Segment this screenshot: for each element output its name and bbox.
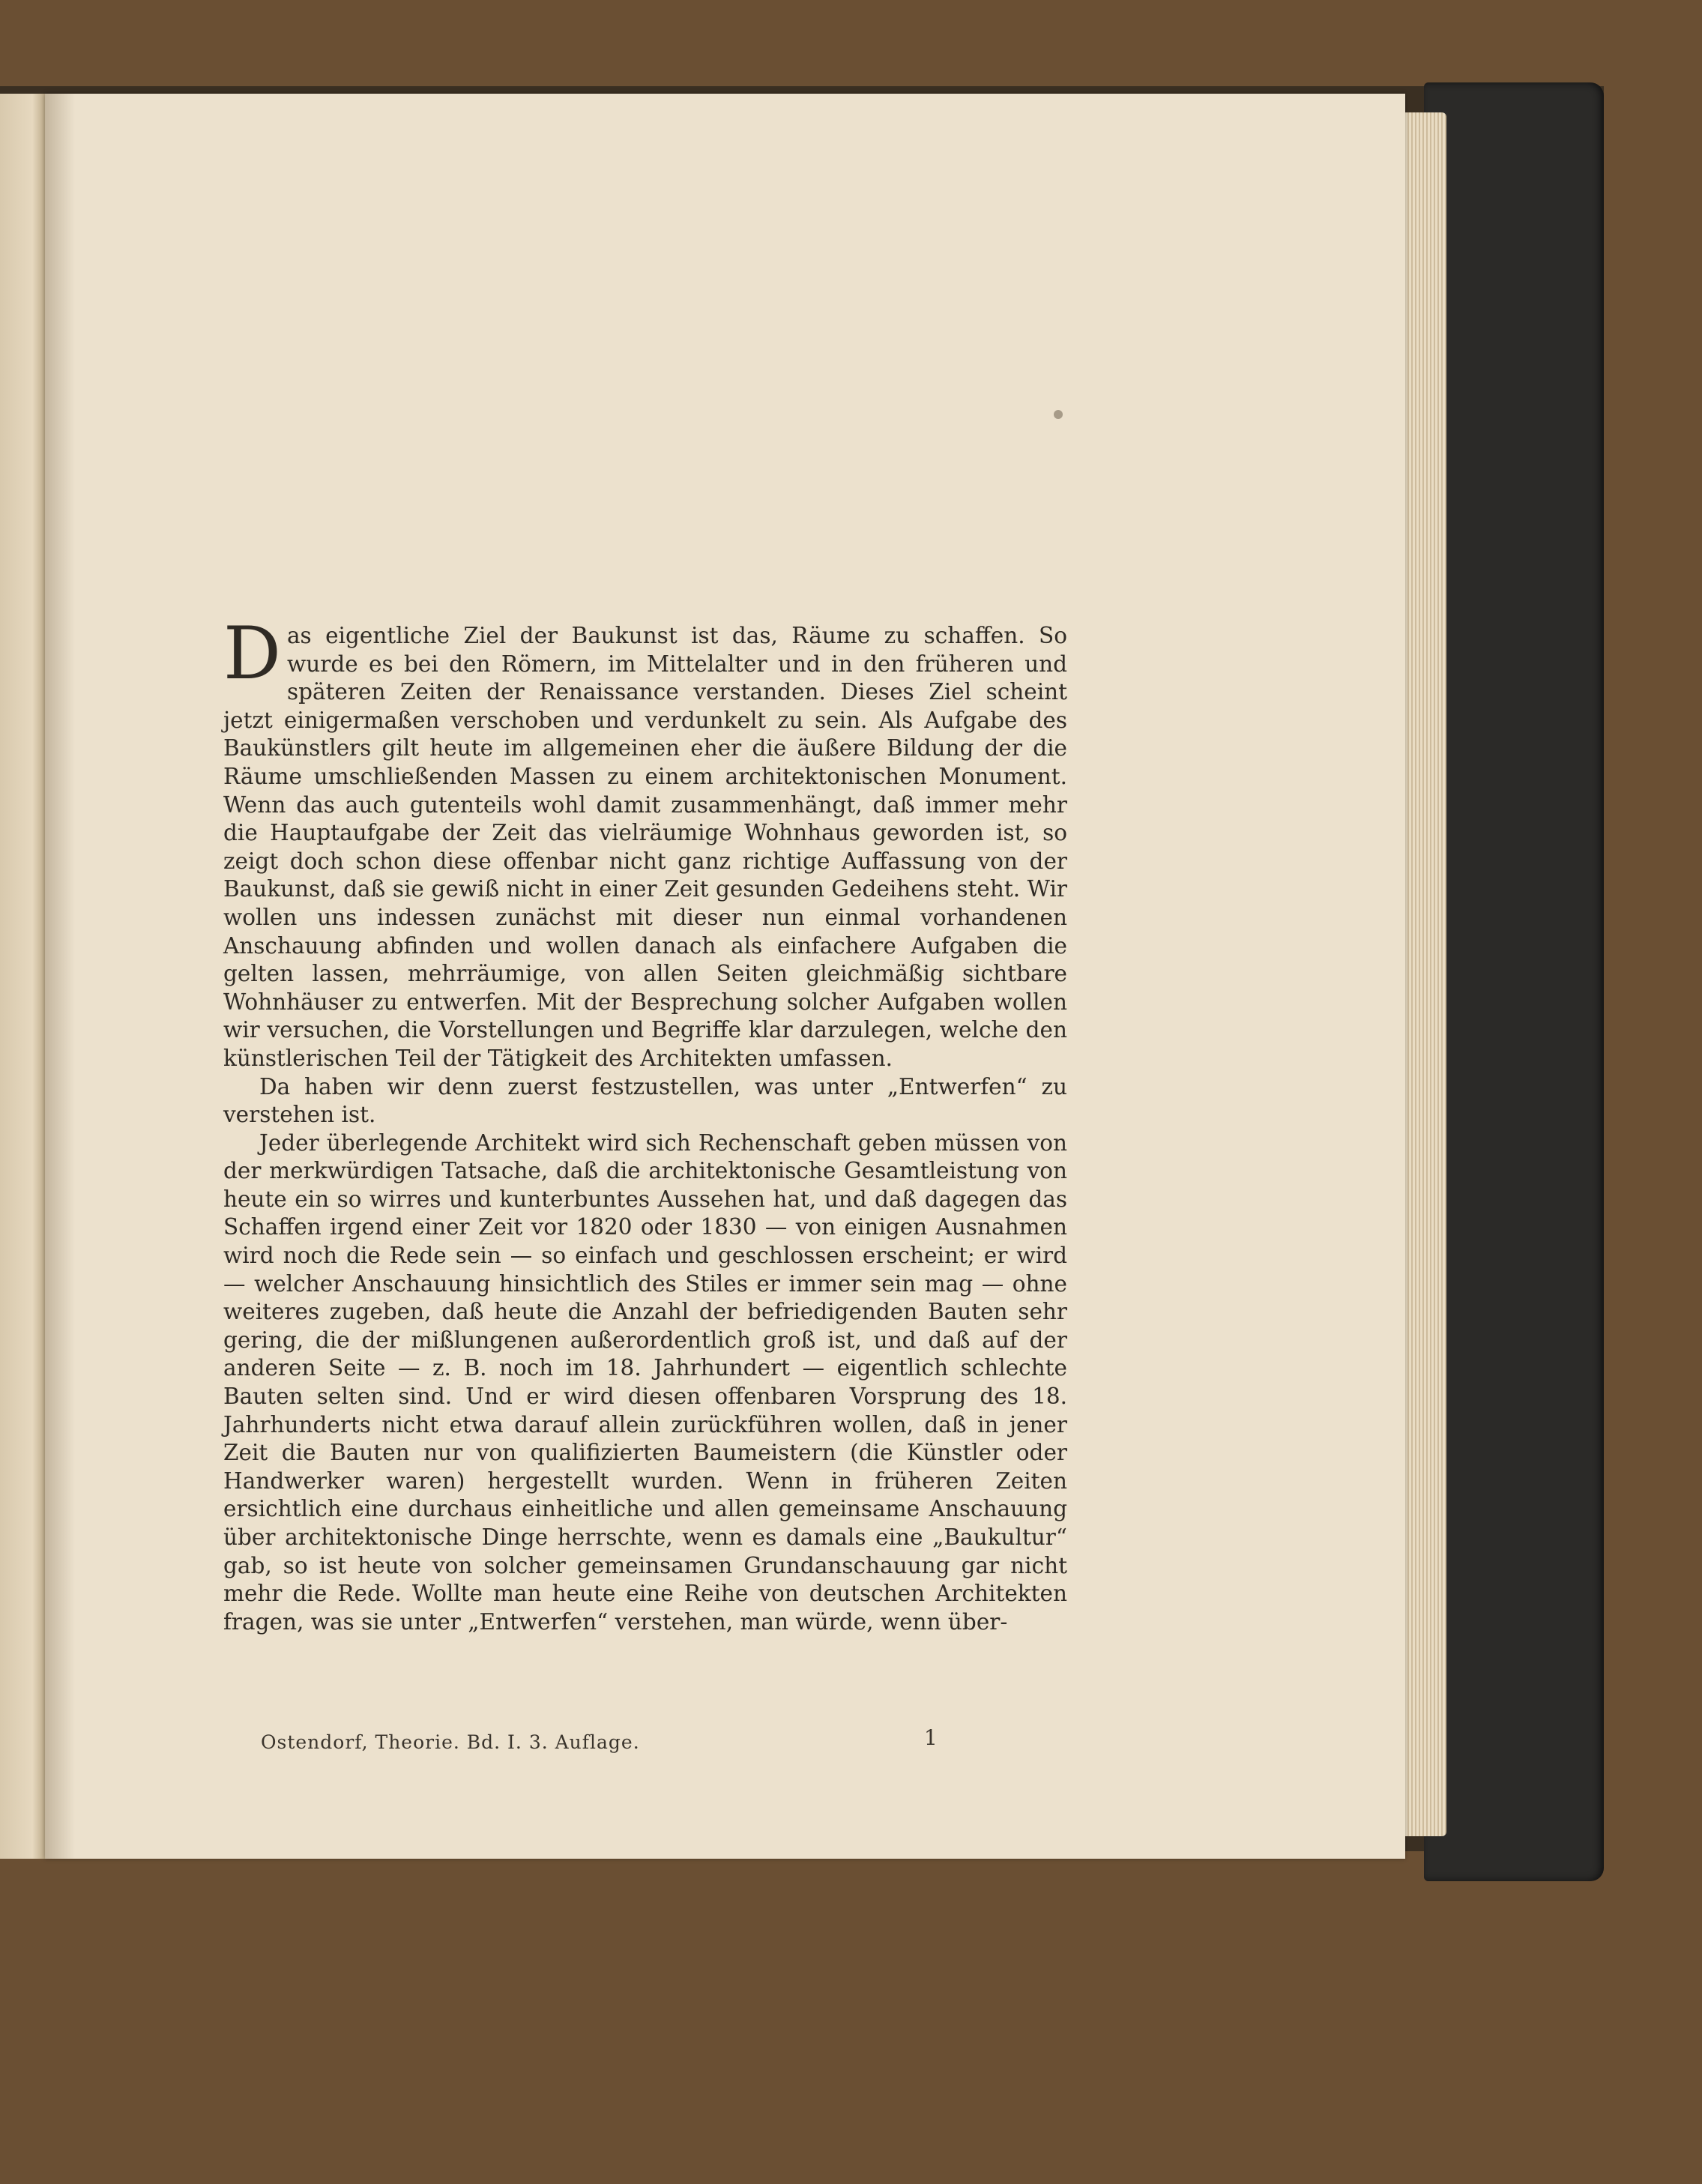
paragraph-1: [223, 612, 1067, 1073]
paragraph-2: Da haben wir denn zuerst festzustellen, was unter „Entwerfen“ zu verstehen ist.: [223, 1073, 1067, 1128]
book-cover: [1424, 82, 1604, 1881]
gutter-shadow: [45, 94, 75, 1859]
paragraph-1-text: as eigentliche Ziel der Baukunst ist das, Räume zu schaffen. So wurde es bei den Römern, im Mittelalter und in den früheren und späteren Zeiten der Renaissance verstanden. Dieses Ziel scheint jetzt einigermaßen verschoben und verdunkelt zu sein. Als Aufgabe des Baukünstlers gilt heute im allgemeinen eher die äußere Bildung der die Räume umschließenden Massen zu einem architektonischen Monument. Wenn das auch gutenteils wohl damit zusammenhängt, daß immer mehr die Hauptaufgabe der Zeit das vielräumige Wohnhaus geworden ist, so zeigt doch schon diese offenbar nicht ganz richtige Auffassung von der Baukunst, daß sie gewiß nicht in einer Zeit gesunden Gedeihens steht. Wir wollen uns indessen zunächst mit dieser nun einmal vorhandenen Anschauung abfinden und wollen danach als einfachere Aufgaben die gelten lassen, mehrräumige, von allen Seiten gleichmäßig sichtbare Wohnhäuser zu entwerfen. Mit der Besprechung solcher Aufgaben wollen wir versuchen, die Vorstellungen und Begriffe klar darzulegen, welche den künstlerischen Teil der Tätigkeit des Architekten umfassen.: [223, 623, 1067, 1071]
background-bottom: [0, 1851, 1702, 2184]
paragraph-3: Jeder überlegende Architekt wird sich Rechenschaft geben müssen von der merkwürdigen Tatsache, daß die architektonische Gesamtleistung von heute ein so wirres und kunterbuntes Aussehen hat, und daß dagegen das Schaffen irgend einer Zeit vor 1820 oder 1830 — von einigen Ausnahmen wird noch die Rede sein — so einfach und geschlossen erscheint; er wird — welcher Anschauung hinsichtlich des Stiles er immer sein mag — ohne weiteres zugeben, daß heute die Anzahl der befriedigenden Bauten sehr gering, die der mißlungenen außerordentlich groß ist, und daß auf der anderen Seite — z. B. noch im 18. Jahrhundert — eigentlich schlechte Bauten selten sind. Und er wird diesen offenbaren Vorsprung des 18. Jahrhunderts nicht etwa darauf allein zurückführen wollen, daß in jener Zeit die Bauten nur von qualifizierten Baumeistern (die Künstler oder Handwerker waren) hergestellt wurden. Wenn in früheren Zeiten ersichtlich eine durchaus einheitliche und allen gemeinsame Anschauung über architektonische Dinge herrschte, wenn es damals eine „Baukultur“ gab, so ist heute von solcher gemeinsamen Grundanschauung gar nicht mehr die Rede. Wollte man heute eine Reihe von deutschen Architekten fragen, was sie unter „Entwerfen“ verstehen, man würde, wenn über-: [223, 1129, 1067, 1635]
footer-citation: Ostendorf, Theorie. Bd. I. 3. Auflage.: [261, 1731, 640, 1753]
page-number: 1: [924, 1725, 938, 1750]
drop-cap: D: [223, 612, 281, 696]
ink-spot: [1054, 410, 1063, 419]
left-page-edge: [0, 94, 46, 1859]
page-edges: [1401, 112, 1446, 1836]
body-text: [223, 612, 1067, 1636]
background-top: [0, 0, 1702, 86]
